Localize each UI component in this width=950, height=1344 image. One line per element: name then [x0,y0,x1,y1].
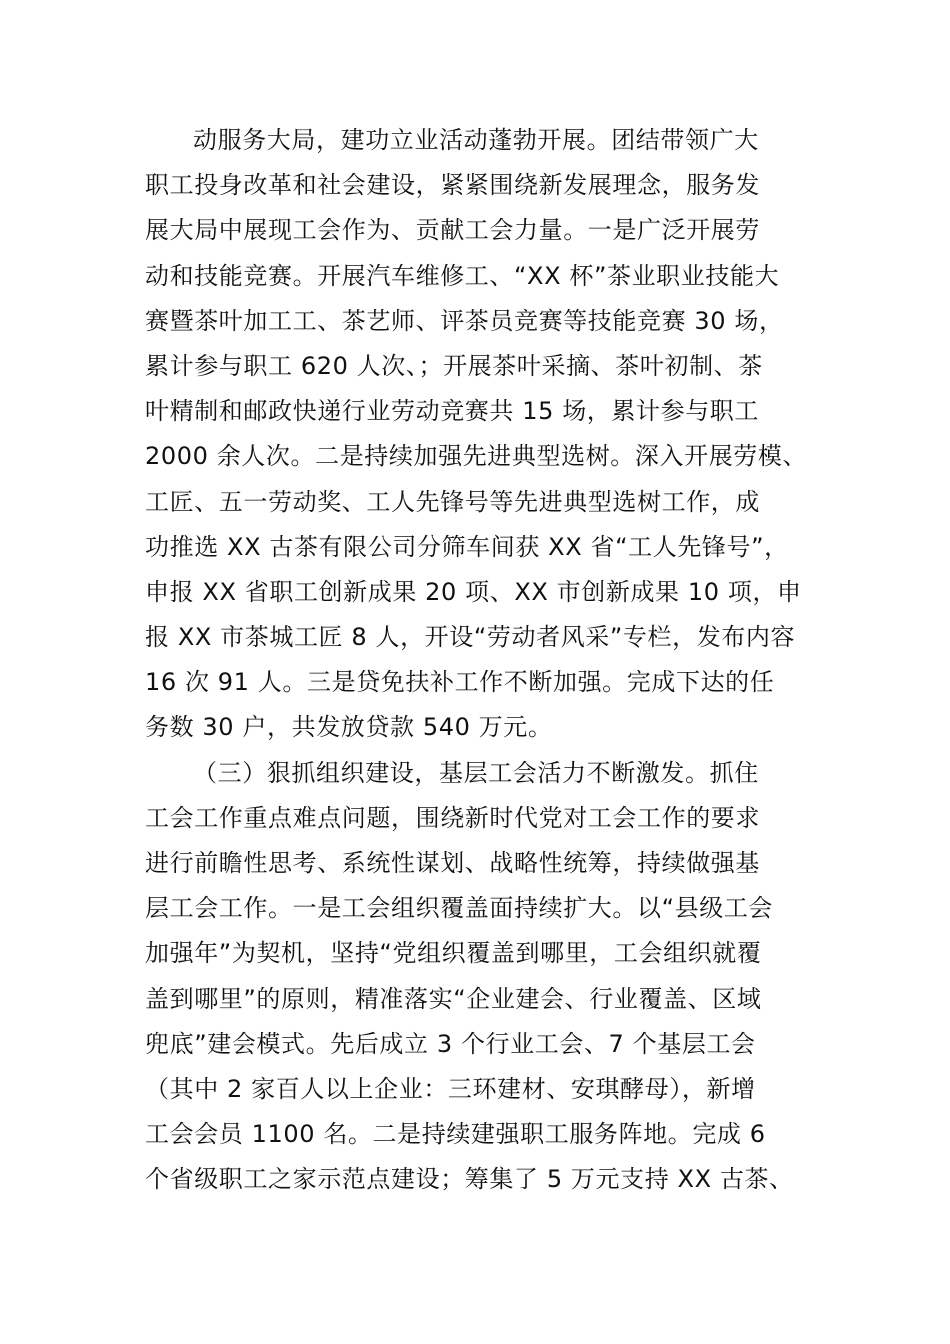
text-line: 2000 余人次。二是持续加强先进典型选树。深入开展劳模、 [145,442,808,471]
text-line: 动和技能竞赛。开展汽车维修工、“XX 杯”茶业职业技能大 [145,261,780,290]
text-line: 动服务大局，建功立业活动蓬勃开展。团结带领广大 [193,126,759,154]
text-line: 叶精制和邮政快递行业劳动竞赛共 15 场，累计参与职工 [145,397,759,426]
text-line: 累计参与职工 620 人次、；开展茶叶采摘、茶叶初制、茶 [145,351,763,380]
text-line: 16 次 91 人。三是贷免扶补工作不断加强。完成下达的任 [145,668,775,697]
text-line: 功推选 XX 古茶有限公司分筛车间获 XX 省“工人先锋号”， [145,532,789,561]
text-line: 层工会工作。一是工会组织覆盖面持续扩大。以“县级工会 [145,894,774,923]
text-line: 展大局中展现工会作为、贡献工会力量。一是广泛开展劳 [145,216,760,245]
text-line: 工会工作重点难点问题，围绕新时代党对工会工作的要求 [145,803,760,832]
text-line: 务数 30 户，共发放贷款 540 万元。 [145,713,553,742]
text-line: 报 XX 市茶城工匠 8 人，开设“劳动者风采”专栏，发布内容 [145,623,796,652]
text-line: 工匠、五一劳动奖、工人先锋号等先进典型选树工作，成 [145,487,760,516]
text-line: 职工投身改革和社会建设，紧紧围绕新发展理念，服务发 [145,171,760,200]
text-line: 兜底”建会模式。先后成立 3 个行业工会、7 个基层工会 [145,1029,756,1058]
body-text [145,118,825,1203]
text-line: 盖到哪里”的原则，精准落实“企业建会、行业覆盖、区域 [145,984,762,1013]
text-line: 个省级职工之家示范点建设；筹集了 5 万元支持 XX 古茶、 [145,1165,794,1194]
text-line: 赛暨茶叶加工工、茶艺师、评茶员竞赛等技能竞赛 30 场， [145,306,784,335]
text-line: 工会会员 1100 名。二是持续建强职工服务阵地。完成 6 [145,1120,766,1149]
section-heading-line: （三）狠抓组织建设，基层工会活力不断激发。抓住 [193,758,759,787]
text-line: 加强年”为契机，坚持“党组织覆盖到哪里，工会组织就覆 [145,939,762,968]
text-line: 申报 XX 省职工创新成果 20 项、XX 市创新成果 10 项，申 [145,577,802,606]
text-line: 进行前瞻性思考、系统性谋划、战略性统筹，持续做强基 [145,849,760,877]
text-line: （其中 2 家百人以上企业：三环建材、安琪酵母），新增 [145,1074,756,1103]
